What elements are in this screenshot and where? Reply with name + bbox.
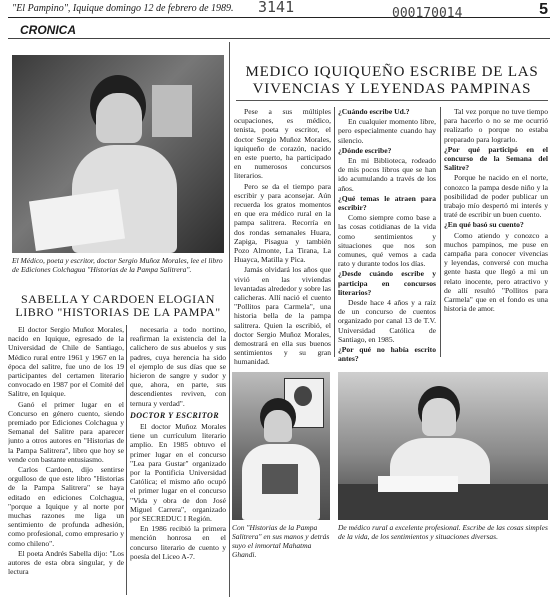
paragraph: El poeta Andrés Sabella dijo: "Los autores de esta obra singular, y de lectura: [8, 548, 124, 577]
paragraph: El doctor Muñoz Morales tiene un currículum literario amplio. En 1985 obtuvo el primer lugar en el concurso "Lea para Gustar" organizado por la Pontificia Universidad Católica; el mismo año ocupó el primer lugar en el concurso "Vida y obra de don José Miguel Carrera", organizado por SECREDUC I Región.: [130, 422, 226, 524]
interview-answer: En cualquier momento libre, pero especialmente cuando hay silencio.: [338, 117, 436, 145]
paragraph: Pese a sus múltiples ocupaciones, es médico, tenista, poeta y escritor, el doctor Sergio Muñoz Morales, iquiqueño de corazón, nacido en este puerto, ha participado en numerosos concursos literarios.: [234, 107, 331, 181]
page-number: 5: [539, 1, 548, 18]
section-label: CRONICA: [20, 23, 76, 37]
main-article-column-3: [444, 107, 548, 367]
interview-answer: Como siempre como base a las cosas cotidianas de la vida como sentimientos y situaciones que nos son comunes, qué vemos a cada rato y durante todos los días.: [338, 213, 436, 269]
left-article-column-1: [8, 325, 124, 597]
left-article-headline: SABELLA Y CARDOEN ELOGIAN LIBRO "HISTORIAS DE LA PAMPA": [15, 292, 221, 319]
newspaper-dateline: "El Pampino", Iquique domingo 12 de febrero de 1989.: [12, 3, 234, 14]
interview-question: ¿Por qué participó en el concurso de la Semana del Salitre?: [444, 144, 548, 173]
section-divider: [229, 42, 230, 597]
interview-answer: Como atiendo y conozco a muchos pampinos, me puse en campaña para conocer vivencias y leyendas, conversé con mucha gente hasta que llegó a mi un relato inocente, pero atractivo y de allí resultó "Pollitos para Carmela" que en el fondo es una historia de amor.: [444, 230, 548, 314]
doctor-reading-photo: [12, 55, 224, 253]
column-divider: [126, 325, 127, 595]
paragraph: necesaria a todo nortino, reafirman la existencia del la calichero de sus abuelos y sus padres, cuya herencia ha sido el ejemplo de sus días que se hicieron de sangre y sudor y que, ahora, en parte, sus descendientes reviven, con ternura y verdad".: [130, 325, 226, 408]
left-photo-caption: El Médico, poeta y escritor, doctor Sergio Muñoz Morales, lee el libro de Ediciones Colchagua "Historias de la Pampa Salitrera".: [12, 256, 223, 274]
bottom-photo-2-caption: De médico rural a excelente profesional. Escribe de las cosas simples de la vida, de los sentimientos y situaciones diversas.: [338, 523, 548, 541]
interview-answer: Tal vez porque no tuve tiempo para hacerlo o no se me ocurrió realizarlo o porque no estaba preparado para lograrlo.: [444, 107, 548, 144]
doctor-writing-photo: [338, 372, 548, 520]
bottom-photo-1-caption: Con "Historias de la Pampa Salitrera" en sus manos y detrás suyo el inmortal Mahatma Ghandi.: [232, 523, 330, 559]
column-divider: [334, 107, 335, 357]
paragraph: Ganó el primer lugar en el Concurso en género cuento, siendo premiado por Ediciones Colchagua y Semanal del Salitre para aparecer junto a otros autores en "Historias de la Pampa Salitrera", libro que hoy se vende con bastante entusiasmo.: [8, 399, 124, 464]
section-rule: [8, 38, 550, 39]
left-article-column-2: [130, 325, 226, 600]
headline-rule: [236, 100, 548, 101]
doctor-with-book-photo: [232, 372, 330, 520]
interview-question: ¿En qué basó su cuento?: [444, 220, 524, 230]
interview-question: ¿Cuándo escribe Ud.?: [338, 107, 410, 116]
handwritten-archive-number: 3141: [258, 0, 295, 16]
main-article-column-2: [338, 107, 436, 367]
paragraph: El doctor Sergio Muñoz Morales, nacido en Iquique, egresado de la Universidad de Chile de Santiago, Médico rural entre 1961 y 1967 en la época del salitre, fue uno de los 19 participantes del certamen literario convocado en 1987 por el Comité del Salitre, en Iquique.: [8, 325, 124, 399]
header-rule: [8, 17, 550, 18]
main-article-headline: MEDICO IQUIQUEÑO ESCRIBE DE LAS VIVENCIAS Y LEYENDAS PAMPINAS: [245, 64, 539, 97]
interview-answer: En mi Biblioteca, rodeado de mis pocos libros que se han ido acumulando a través de los años.: [338, 156, 436, 193]
paragraph: En 1986 recibió la primera mención honrosa en el concurso literario de cuento y poesía del Liceo A-7.: [130, 524, 226, 561]
interview-answer: Desde hace 4 años y a raíz de un concurso de cuentos organizado por canal 13 de T.V. Universidad Católica de Santiago, en 1985.: [338, 298, 436, 344]
interview-answer: Porque he nacido en el norte, conozco la pampa desde niño y la posibilidad de poder publicar un trabajo mío despertó mi interés y traté de escribir un buen cuento.: [444, 173, 548, 220]
interview-question: ¿Dónde escribe?: [338, 145, 392, 155]
interview-question: ¿Desde cuándo escribe y participa en concursos literarios?: [338, 269, 436, 297]
paragraph: Carlos Cardoen, dijo sentirse orgulloso de que este libro "Historias de la Pampa Salitrera" se haya editado en ediciones Colchagua, "porque a Iquique y al norte por muchas razones me liga un sentimiento de profunda adhesión, como profesional, como empresario y como chileno".: [8, 465, 124, 548]
subheading-doctor-y-escritor: DOCTOR Y ESCRITOR: [130, 410, 220, 420]
interview-question: ¿Por qué no había escrito antes?: [338, 345, 436, 364]
handwritten-catalog-number: 000170014: [392, 6, 463, 21]
main-article-column-1: [234, 107, 331, 367]
column-divider: [440, 107, 441, 357]
paragraph: Pero se da el tiempo para escribir y para aconsejar. Aún recuerda los gratos momentos en que era médico rural en la pampa salitrera. Recorría en dos rondas semanales Huara, Zapiga, Pisagua y también Pozo Almonte, La Tirana, La Huayca, Matilla y Pica.: [234, 181, 331, 265]
paragraph: Jamás olvidará los años que vivió en las viviendas levantadas alrededor y sobre las calicheras. Allí nació el cuento "Pollitos para Carmela", una historia bella de la pampa salitrera. Quien la escribió, el doctor Sergio Muñoz Morales, demostrará en ella sus buenos sentimientos y su gran humanidad.: [234, 265, 331, 367]
interview-question: ¿Qué temas le atraen para escribir?: [338, 193, 436, 213]
